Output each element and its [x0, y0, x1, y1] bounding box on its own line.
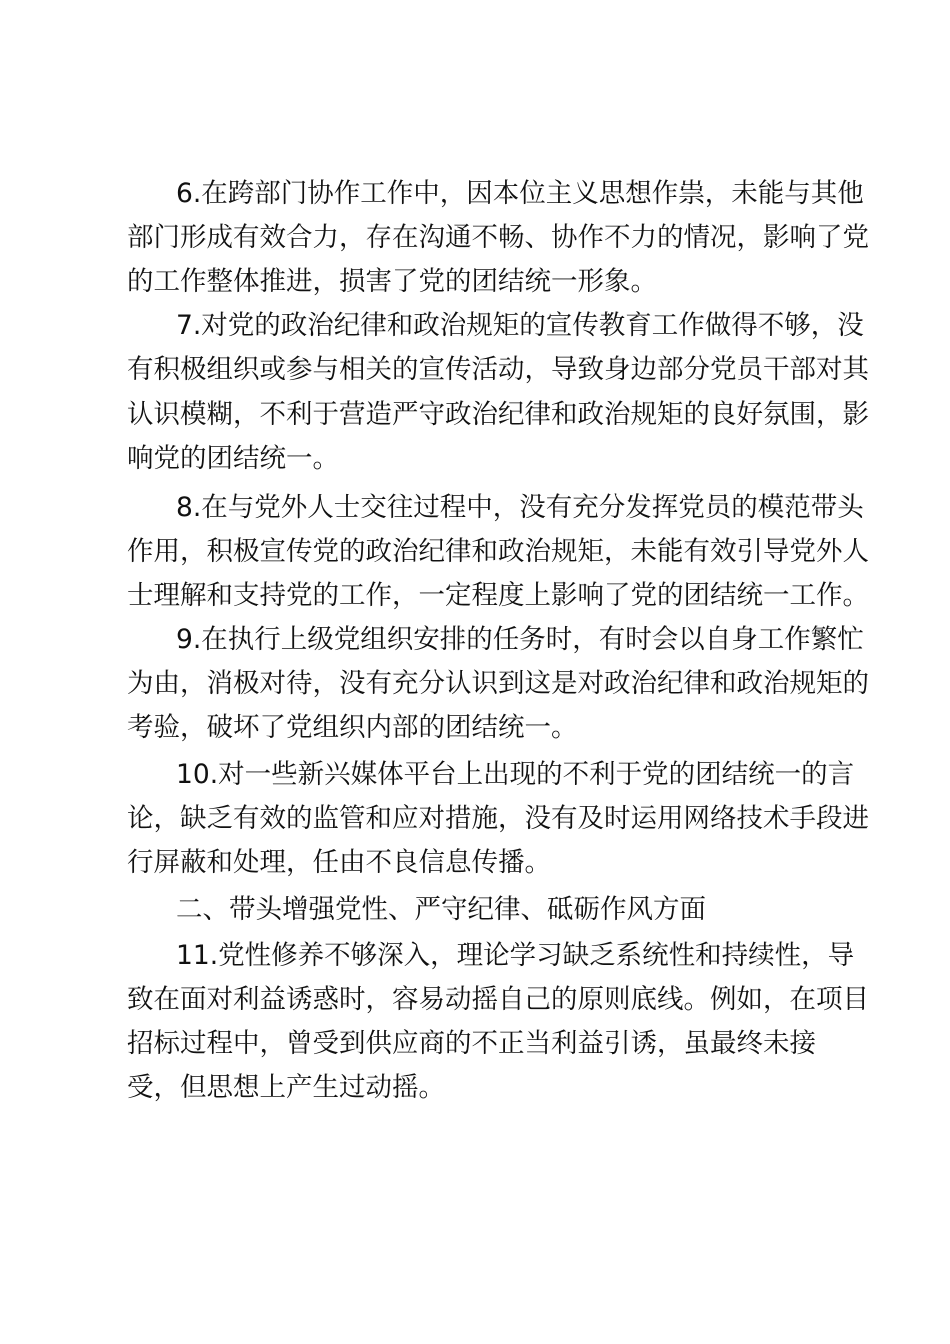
- paragraph-9-line-2: 为由，消极对待，没有充分认识到这是对政治纪律和政治规矩的: [127, 668, 869, 699]
- paragraph-9-line-3: 考验，破坏了党组织内部的团结统一。: [127, 712, 578, 743]
- paragraph-11-line-2: 致在面对利益诱惑时，容易动摇自己的原则底线。例如，在项目: [127, 984, 869, 1015]
- paragraph-8-line-1: 8.在与党外人士交往过程中，没有充分发挥党员的模范带头: [176, 492, 864, 523]
- paragraph-9-line-1: 9.在执行上级党组织安排的任务时，有时会以自身工作繁忙: [176, 624, 864, 655]
- paragraph-8-line-2: 作用，积极宣传党的政治纪律和政治规矩，未能有效引导党外人: [127, 536, 869, 567]
- paragraph-10-line-2: 论，缺乏有效的监管和应对措施，没有及时运用网络技术手段进: [127, 803, 869, 834]
- paragraph-11-line-3: 招标过程中，曾受到供应商的不正当利益引诱，虽最终未接: [127, 1028, 816, 1059]
- paragraph-6-line-2: 部门形成有效合力，存在沟通不畅、协作不力的情况，影响了党: [127, 222, 869, 253]
- paragraph-7-line-1: 7.对党的政治纪律和政治规矩的宣传教育工作做得不够，没: [176, 310, 864, 341]
- paragraph-11-line-1: 11.党性修养不够深入，理论学习缺乏系统性和持续性，导: [176, 940, 855, 971]
- paragraph-7-line-3: 认识模糊，不利于营造严守政治纪律和政治规矩的良好氛围，影: [127, 399, 869, 430]
- paragraph-6-line-3: 的工作整体推进，损害了党的团结统一形象。: [127, 266, 657, 297]
- paragraph-8-line-3: 士理解和支持党的工作，一定程度上影响了党的团结统一工作。: [127, 580, 869, 611]
- paragraph-7-line-4: 响党的团结统一。: [127, 443, 339, 474]
- paragraph-7-line-2: 有积极组织或参与相关的宣传活动，导致身边部分党员干部对其: [127, 354, 869, 385]
- section-heading: 二、带头增强党性、严守纪律、砥砺作风方面: [176, 894, 706, 925]
- paragraph-6-line-1: 6.在跨部门协作工作中，因本位主义思想作祟，未能与其他: [176, 178, 864, 209]
- paragraph-10-line-1: 10.对一些新兴媒体平台上出现的不利于党的团结统一的言: [176, 759, 855, 790]
- paragraph-10-line-3: 行屏蔽和处理，任由不良信息传播。: [127, 847, 551, 878]
- paragraph-11-line-4: 受，但思想上产生过动摇。: [127, 1072, 445, 1103]
